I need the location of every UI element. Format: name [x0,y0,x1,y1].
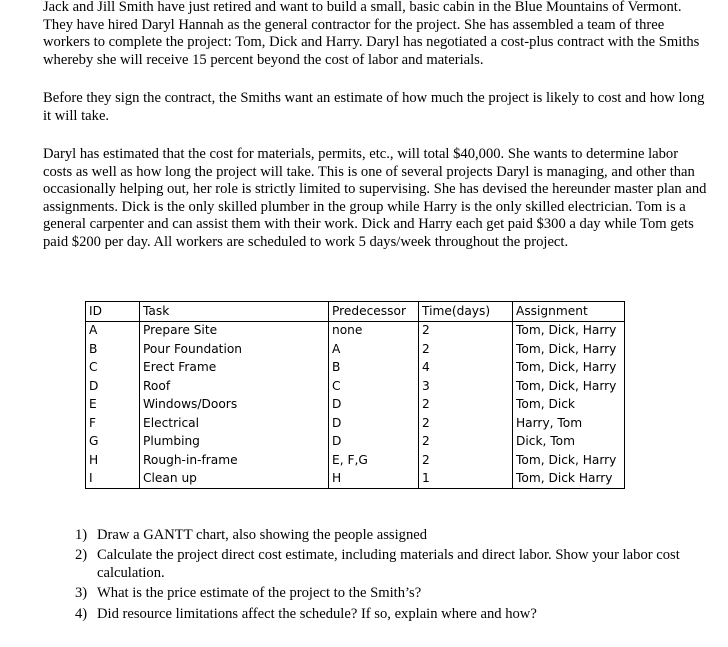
question-number: 1) [75,527,88,543]
task-table [85,301,625,489]
cell-id: F [86,414,140,433]
cell-predecessor: D [329,433,419,452]
table-row [86,470,625,489]
cell-assignment: Tom, Dick, Harry [513,359,625,378]
cell-time: 4 [419,359,513,378]
question-item [75,527,705,544]
question-list [75,527,705,623]
cell-id: E [86,396,140,415]
cell-assignment: Dick, Tom [513,433,625,452]
cell-id: C [86,359,140,378]
cell-task: Pour Foundation [140,340,329,359]
details-paragraph: Daryl has estimated that the cost for materials, permits, etc., will total $40,000. She wants to determine labor costs as well as how long the project will take. This is one of several projects Daryl is managing, and other than occasionally helping out, her role is strictly limited to supervising. She has devised the hereunder master plan and assignments. Dick is the only skilled plumber in the group while Harry is the only skilled electrician. Tom is a general carpenter and can assist them with their work. Dick and Harry each get paid $300 a day while Tom gets paid $200 per day. All workers are scheduled to work 5 days/week throughout the project. [43,146,707,250]
question-text: Calculate the project direct cost estimate, including materials and direct labor. Show your labor cost calculation. [97,547,680,581]
cell-assignment: Tom, Dick Harry [513,470,625,489]
cell-assignment: Tom, Dick, Harry [513,451,625,470]
cell-time: 2 [419,433,513,452]
cell-assignment: Tom, Dick, Harry [513,321,625,340]
cell-time: 2 [419,340,513,359]
table-row [86,451,625,470]
table-row [86,377,625,396]
table-row [86,414,625,433]
header-predecessor: Predecessor [329,302,419,322]
cell-assignment: Tom, Dick, Harry [513,377,625,396]
cell-task: Plumbing [140,433,329,452]
cell-task: Clean up [140,470,329,489]
header-time: Time(days) [419,302,513,322]
cell-time: 3 [419,377,513,396]
table-row [86,433,625,452]
table-row [86,359,625,378]
header-task: Task [140,302,329,322]
question-number: 4) [75,605,88,622]
cell-time: 2 [419,396,513,415]
table-row [86,340,625,359]
cell-time: 2 [419,414,513,433]
question-item [75,606,705,623]
question-item [75,585,705,602]
table-row [86,321,625,340]
cell-id: I [86,470,140,489]
question-number: 2) [75,547,88,564]
question-text: Did resource limitations affect the schedule? If so, explain where and how? [97,605,537,622]
question-number: 3) [75,585,88,602]
header-assignment: Assignment [513,302,625,322]
cell-task: Prepare Site [140,321,329,340]
intro-paragraph: Jack and Jill Smith have just retired and want to build a small, basic cabin in the Blue Mountains of Vermont. They have hired Daryl Hannah as the general contractor for the project. She has assembled a team of three workers to complete the project: Tom, Dick and Harry. Daryl has negotiated a cost-plus contract with the Smiths whereby she will receive 15 percent beyond the cost of labor and materials. [43,0,700,68]
table-row [86,396,625,415]
cell-task: Rough-in-frame [140,451,329,470]
cell-predecessor: D [329,414,419,433]
cell-id: G [86,433,140,452]
question-text: Draw a GANTT chart, also showing the people assigned [97,527,428,543]
estimate-paragraph: Before they sign the contract, the Smiths want an estimate of how much the project is likely to cost and how long it will take. [43,90,705,124]
question-text: What is the price estimate of the project to the Smith’s? [97,585,422,602]
cell-predecessor: E, F,G [329,451,419,470]
cell-predecessor: B [329,359,419,378]
cell-id: A [86,321,140,340]
cell-predecessor: H [329,470,419,489]
cell-task: Roof [140,377,329,396]
cell-assignment: Tom, Dick [513,396,625,415]
cell-time: 2 [419,451,513,470]
cell-id: B [86,340,140,359]
question-item [75,547,705,582]
cell-assignment: Tom, Dick, Harry [513,340,625,359]
cell-time: 2 [419,321,513,340]
cell-task: Windows/Doors [140,396,329,415]
cell-time: 1 [419,470,513,489]
cell-task: Electrical [140,414,329,433]
cell-assignment: Harry, Tom [513,414,625,433]
header-id: ID [86,302,140,322]
cell-id: H [86,451,140,470]
cell-task: Erect Frame [140,359,329,378]
cell-predecessor: A [329,340,419,359]
cell-predecessor: C [329,377,419,396]
table-header-row [86,302,625,322]
cell-predecessor: none [329,321,419,340]
cell-predecessor: D [329,396,419,415]
cell-id: D [86,377,140,396]
